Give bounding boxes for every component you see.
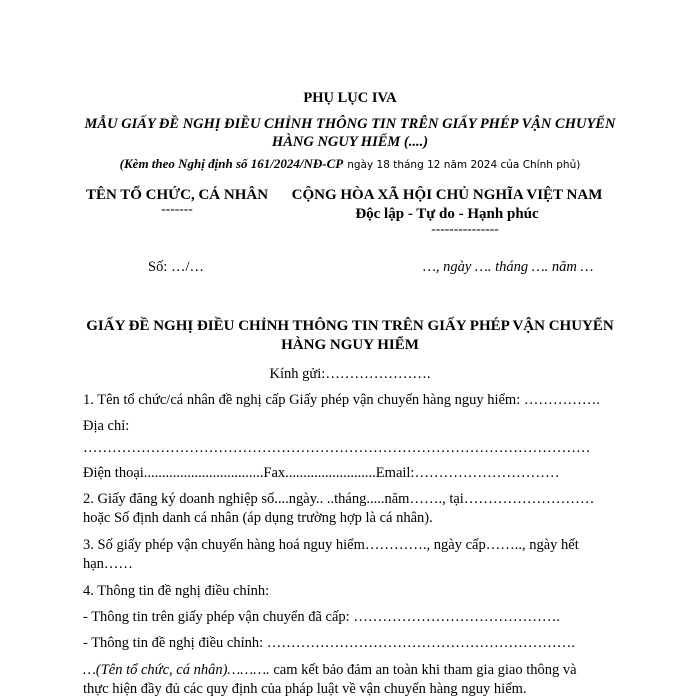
org-underline: ------- [161,201,193,216]
commitment-org-placeholder: …(Tên tổ chức, cá nhân)………. [83,662,270,678]
document-title-line1: GIẤY ĐỀ NGHỊ ĐIỀU CHỈNH THÔNG TIN TRÊN GIẤY PHÉP VẬN CHUYỂN [86,318,614,334]
org-name-label: TÊN TỔ CHỨC, CÁ NHÂN [85,187,269,203]
commitment-text: cam kết bảo đảm an toàn khi tham gia giao thông và [269,662,577,678]
business-registration-line: 2. Giấy đăng ký doanh nghiệp số....ngày.. ..tháng.....năm……., tại……………………… [83,491,595,507]
appendix-title: PHỤ LỤC IVA [303,90,397,106]
recipient-line: Kính gửi:…………………. [269,366,431,382]
motto-underline: --------------- [431,221,499,236]
adjustment-heading: 4. Thông tin đề nghị điều chỉnh: [83,583,270,599]
country-name: CỘNG HÒA XÃ HỘI CHỦ NGHĨA VIỆT NAM [291,187,603,203]
document-title-line2: HÀNG NGUY HIỂM [281,337,419,353]
commitment-line1 [83,662,577,679]
current-permit-info-line: - Thông tin trên giấy phép vận chuyển đã cấp: ……………………………………. [83,609,560,625]
document-date: …, ngày …. tháng …. năm … [423,259,594,275]
address-dots: …………………………………………………………………………………………… [83,440,591,456]
attachment-note [0,155,700,173]
national-motto: Độc lập - Tự do - Hạnh phúc [355,206,539,222]
attachment-note-decree: (Kèm theo Nghị định số 161/2024/NĐ-CP [119,156,344,171]
permit-number-line: 3. Số giấy phép vận chuyển hàng hoá nguy hiểm…………., ngày cấp…….., ngày hết [83,537,579,553]
form-title-line1: MẪU GIẤY ĐỀ NGHỊ ĐIỀU CHỈNH THÔNG TIN TRÊN GIẤY PHÉP VẬN CHUYỂN [84,116,616,132]
address-label: Địa chỉ: [83,418,130,434]
attachment-note-date: ngày 18 tháng 12 năm 2024 của Chính phủ) [347,159,581,171]
applicant-name-line: 1. Tên tổ chức/cá nhân đề nghị cấp Giấy phép vận chuyển hàng nguy hiểm: ……………. [83,392,600,408]
contact-line: Điện thoại.................................Fax.........................Email:………………………… [83,465,560,481]
requested-info-line: - Thông tin đề nghị điều chỉnh: ………………………………………………………. [83,635,575,651]
document-number: Số: …/… [148,259,204,275]
personal-id-line: hoặc Số định danh cá nhân (áp dụng trường hợp là cá nhân). [83,510,433,526]
permit-expiry-line: hạn…… [83,556,133,572]
commitment-line2: thực hiện đầy đủ các quy định của pháp luật về vận chuyển hàng nguy hiểm. [83,681,527,697]
form-title-line2: HÀNG NGUY HIỂM (....) [271,134,429,150]
